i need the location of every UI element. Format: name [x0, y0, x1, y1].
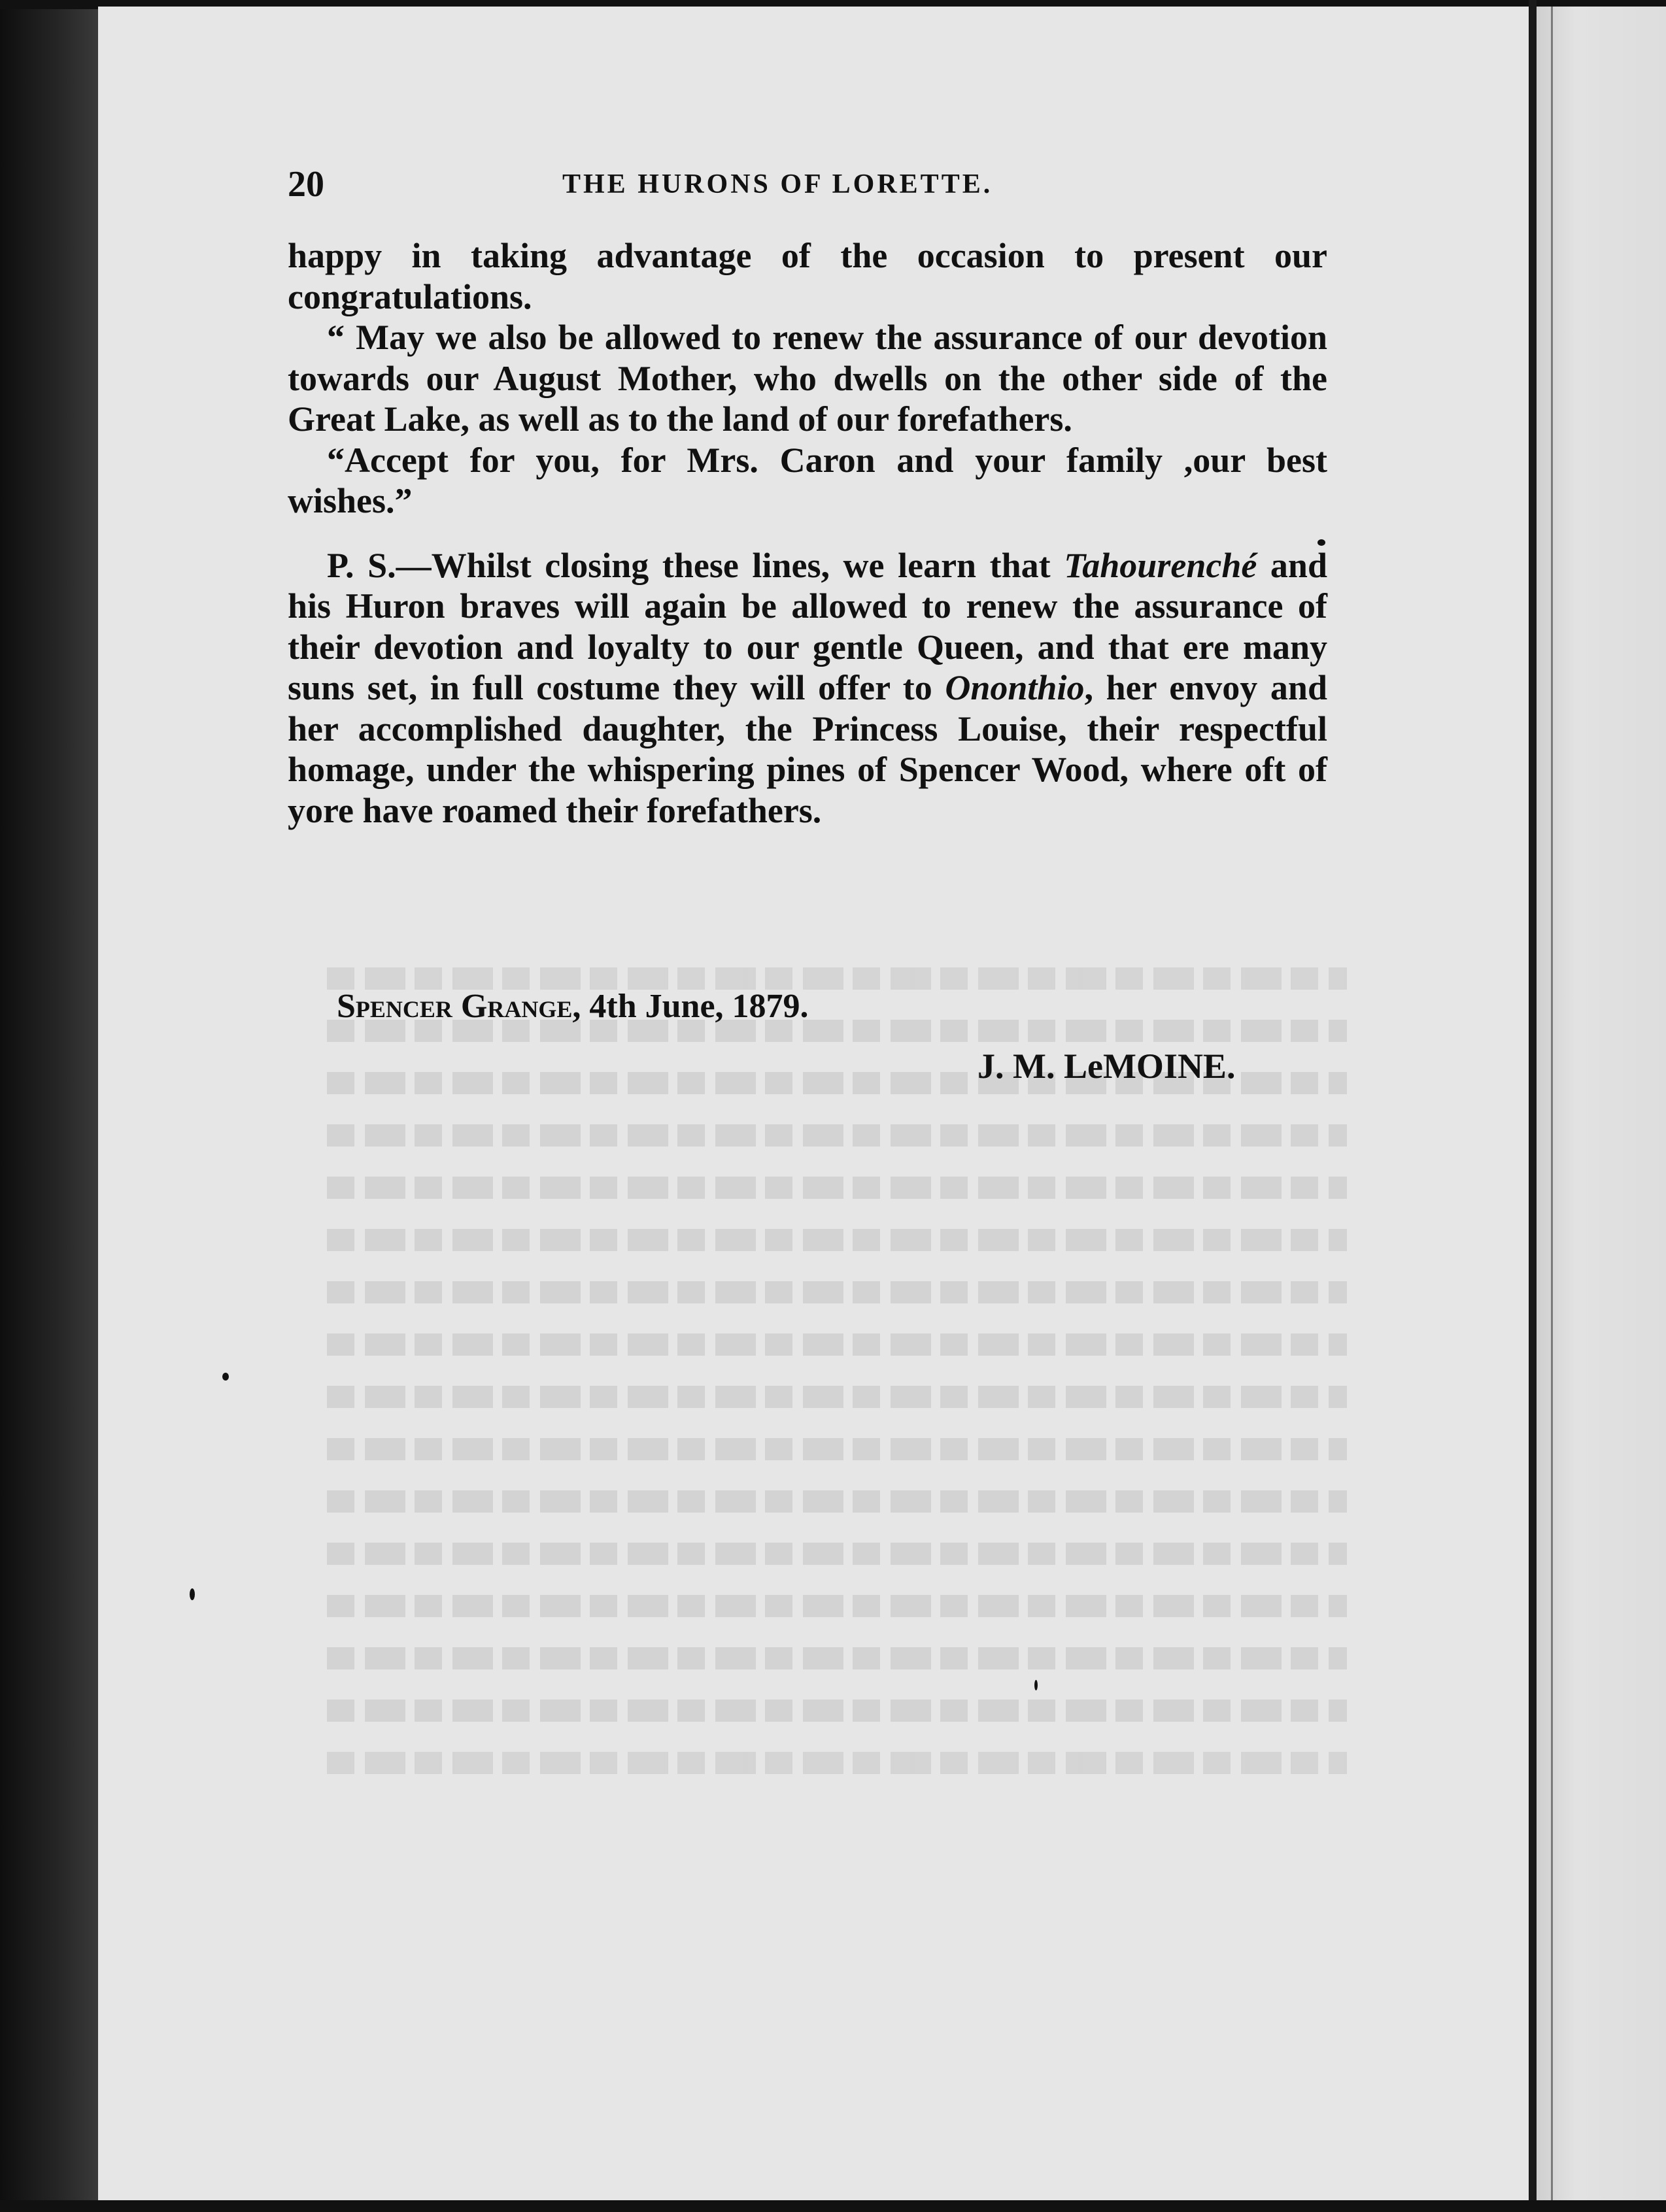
scan-bottom-edge — [0, 2200, 1666, 2212]
postscript-name-onont-hio: Ononthio — [945, 668, 1085, 707]
adjacent-page-rule — [1551, 7, 1553, 2203]
dateline-date: , 4th June, 1879. — [572, 988, 809, 1025]
signature: J. M. LeMOINE. — [978, 1047, 1236, 1086]
running-title: THE HURONS OF LORETTE. — [562, 169, 993, 199]
letter-body — [288, 235, 1327, 831]
postscript-rest: , her envoy and her accomplished daughter, the Princess Louise, their respectful homage, under the whispering pines of Spencer Wood, where oft of yore have roamed their forefathers. — [288, 668, 1327, 830]
paragraph-congratulations: happy in taking advantage of the occasion to present our congratulations. — [288, 236, 1327, 316]
ink-speck — [1318, 539, 1325, 546]
paragraph-best-wishes: “Accept for you, for Mrs. Caron and your family ,our best wishes.” — [288, 440, 1327, 520]
page-number: 20 — [288, 164, 324, 205]
scan-left-edge — [0, 0, 98, 2212]
postscript — [288, 545, 1327, 831]
page-gutter-border — [1529, 0, 1537, 2212]
postscript-name-tahourenche: Tahourenché — [1064, 545, 1257, 585]
adjacent-page-edge — [1537, 7, 1666, 2203]
dateline — [337, 987, 809, 1026]
bleed-through-texture — [327, 967, 1347, 1817]
ink-speck — [1034, 1680, 1038, 1690]
ink-speck — [190, 1588, 195, 1600]
paragraph-devotion: “ May we also be allowed to renew the assurance of our devotion towards our August Mother, who dwells on the other side of the Great Lake, as well as to the land of our forefathers. — [288, 318, 1327, 439]
postscript-middle: and his Huron braves will again be allowed to renew the assurance of their devotion and loyalty to our gentle Queen, and that ere many suns set, in full costume they will offer to — [288, 545, 1327, 707]
postscript-lead: P. S.—Whilst closing these lines, we learn that — [327, 545, 1064, 585]
ink-speck — [222, 1373, 229, 1381]
dateline-place: Spencer Grange — [337, 988, 573, 1025]
running-head — [288, 163, 1321, 209]
